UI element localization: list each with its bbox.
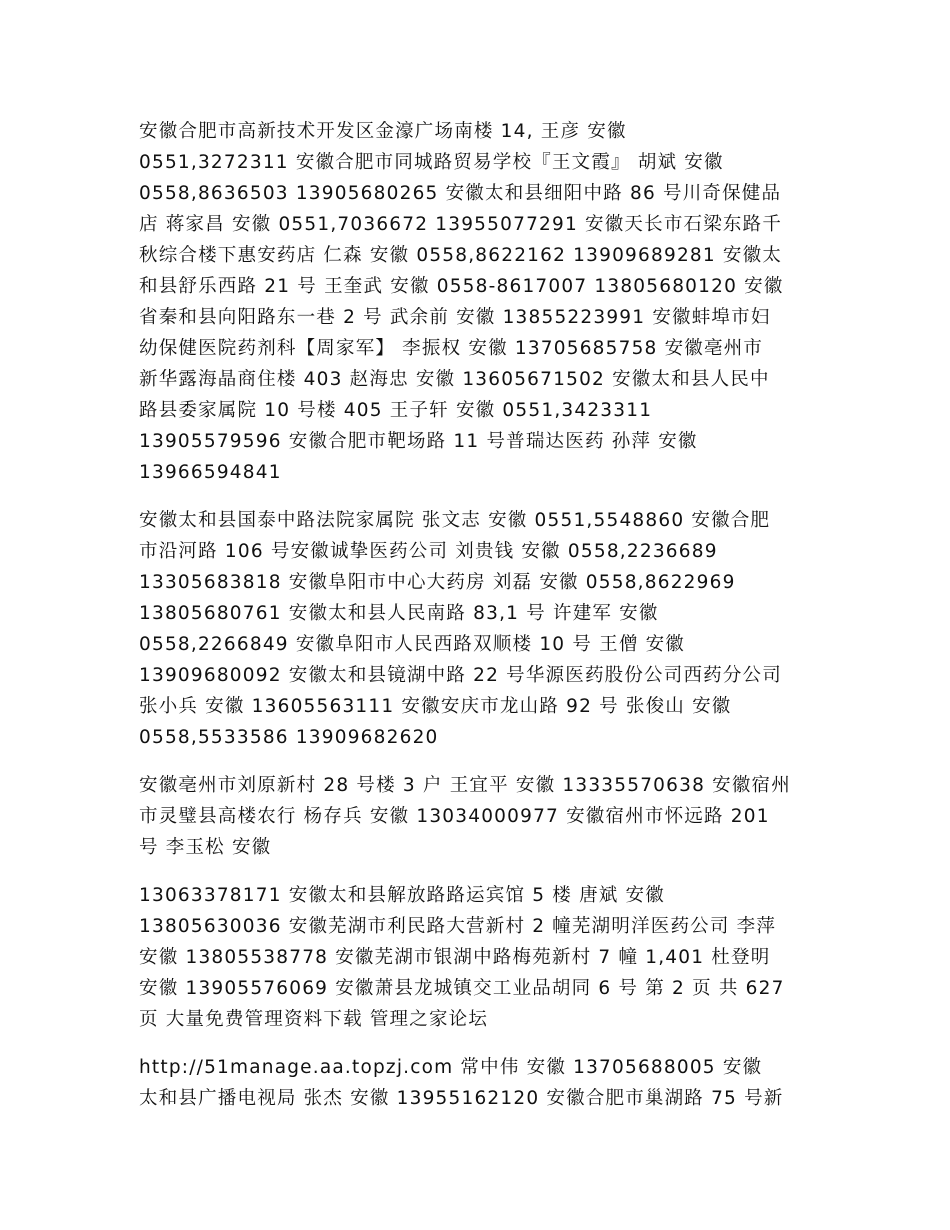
- text-line: 和县舒乐西路 21 号 王奎武 安徽 0558-8617007 13805680120 安徽: [139, 276, 784, 297]
- text-line: 13905579596 安徽合肥市靶场路 11 号普瑞达医药 孙萍 安徽: [139, 431, 698, 452]
- text-line: 安徽 13805538778 安徽芜湖市银湖中路梅苑新村 7 幢 1,401 杜登明: [139, 947, 771, 968]
- paragraph: [139, 880, 815, 1035]
- text-line: 太和县广播电视局 张杰 安徽 13955162120 安徽合肥市巢湖路 75 号新: [139, 1088, 784, 1109]
- text-line: 新华露海晶商住楼 403 赵海忠 安徽 13605671502 安徽太和县人民中: [139, 369, 770, 390]
- text-line: 店 蒋家昌 安徽 0551,7036672 13955077291 安徽天长市石梁东路千: [139, 214, 783, 235]
- text-line: 幼保健医院药剂科【周家军】 李振权 安徽 13705685758 安徽亳州市: [139, 338, 764, 359]
- text-line: 13805680761 安徽太和县人民南路 83,1 号 许建军 安徽: [139, 603, 659, 624]
- text-line: 页 大量免费管理资料下载 管理之家论坛: [139, 1009, 489, 1030]
- paragraph: [139, 505, 815, 753]
- text-line: 市灵璧县高楼农行 杨存兵 安徽 13034000977 安徽宿州市怀远路 201: [139, 806, 770, 827]
- document-body: [139, 116, 815, 1131]
- text-line: 13305683818 安徽阜阳市中心大药房 刘磊 安徽 0558,8622969: [139, 572, 736, 593]
- text-line: 13909680092 安徽太和县镜湖中路 22 号华源医药股份公司西药分公司: [139, 665, 782, 686]
- text-line: 路县委家属院 10 号楼 405 王子轩 安徽 0551,3423311: [139, 400, 653, 421]
- text-line: 张小兵 安徽 13605563111 安徽安庆市龙山路 92 号 张俊山 安徽: [139, 696, 732, 717]
- text-line: 市沿河路 106 号安徽诚挚医药公司 刘贵钱 安徽 0558,2236689: [139, 541, 718, 562]
- text-line: 0558,5533586 13909682620: [139, 727, 439, 748]
- text-line: 安徽合肥市高新技术开发区金濠广场南楼 14, 王彦 安徽: [139, 121, 627, 142]
- paragraph: [139, 770, 815, 863]
- text-line: 安徽太和县国泰中路法院家属院 张文志 安徽 0551,5548860 安徽合肥: [139, 510, 771, 531]
- text-line: 0558,8636503 13905680265 安徽太和县细阳中路 86 号川奇保健品: [139, 183, 782, 204]
- text-line: 0558,2266849 安徽阜阳市人民西路双顺楼 10 号 王僧 安徽: [139, 634, 685, 655]
- text-line: 安徽 13905576069 安徽萧县龙城镇交工业品胡同 6 号 第 2 页 共 627: [139, 978, 785, 999]
- text-line: http://51manage.aa.topzj.com 常中伟 安徽 13705688005 安徽: [139, 1057, 763, 1078]
- text-line: 0551,3272311 安徽合肥市同城路贸易学校『王文霞』 胡斌 安徽: [139, 152, 724, 173]
- text-line: 秋综合楼下惠安药店 仁森 安徽 0558,8622162 13909689281 安徽太: [139, 245, 783, 266]
- text-line: 13966594841: [139, 462, 282, 483]
- text-line: 号 李玉松 安徽: [139, 837, 272, 858]
- paragraph: [139, 116, 815, 488]
- text-line: 省秦和县向阳路东一巷 2 号 武余前 安徽 13855223991 安徽蚌埠市妇: [139, 307, 771, 328]
- paragraph: [139, 1052, 815, 1114]
- text-line: 13063378171 安徽太和县解放路路运宾馆 5 楼 唐斌 安徽: [139, 885, 665, 906]
- text-line: 13805630036 安徽芜湖市利民路大营新村 2 幢芜湖明洋医药公司 李萍: [139, 916, 777, 937]
- text-line: 安徽亳州市刘原新村 28 号楼 3 户 王宜平 安徽 13335570638 安徽宿州: [139, 775, 791, 796]
